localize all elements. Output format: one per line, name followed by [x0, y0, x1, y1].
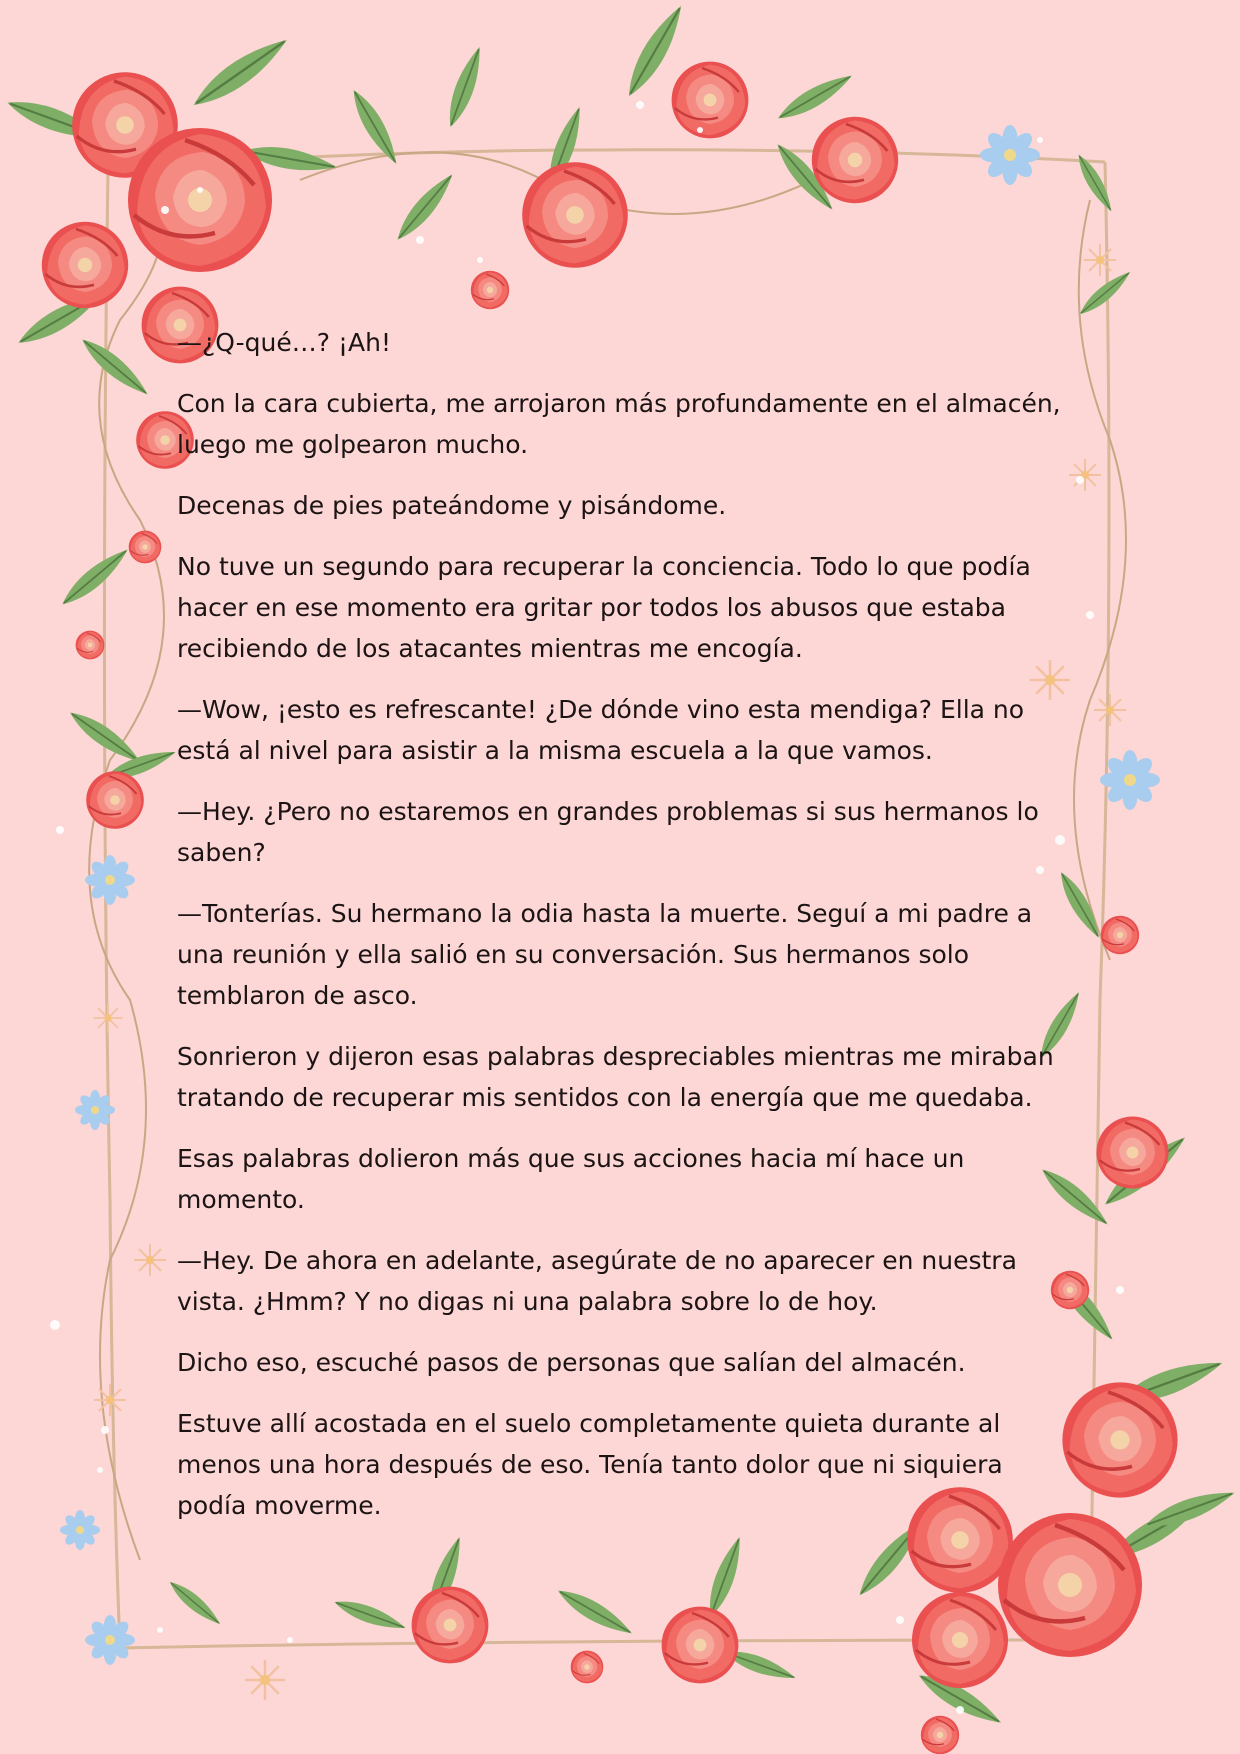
story-text: [177, 322, 1077, 1546]
paragraph-7: —Tonterías. Su hermano la odia hasta la muerte. Seguí a mi padre a una reunión y ella salió en su conversación. Sus hermanos solo temblaron de asco.: [177, 899, 1033, 1010]
paragraph-3: Decenas de pies pateándome y pisándome.: [177, 491, 727, 520]
paragraph-11: Dicho eso, escuché pasos de personas que salían del almacén.: [177, 1348, 966, 1377]
paragraph-10: —Hey. De ahora en adelante, asegúrate de no aparecer en nuestra vista. ¿Hmm? Y no digas ni una palabra sobre lo de hoy.: [177, 1246, 1017, 1316]
paragraph-6: —Hey. ¿Pero no estaremos en grandes problemas si sus hermanos lo saben?: [177, 797, 1039, 867]
paragraph-9: Esas palabras dolieron más que sus acciones hacia mí hace un momento.: [177, 1144, 965, 1214]
paragraph-1: —¿Q-qué…? ¡Ah!: [177, 328, 391, 357]
paragraph-2: Con la cara cubierta, me arrojaron más profundamente en el almacén, luego me golpearon mucho.: [177, 389, 1061, 459]
paragraph-4: No tuve un segundo para recuperar la conciencia. Todo lo que podía hacer en ese momento era gritar por todos los abusos que estaba recibiendo de los atacantes mientras me encogía.: [177, 552, 1031, 663]
paragraph-8: Sonrieron y dijeron esas palabras despreciables mientras me miraban tratando de recuperar mis sentidos con la energía que me quedaba.: [177, 1042, 1054, 1112]
paragraph-5: —Wow, ¡esto es refrescante! ¿De dónde vino esta mendiga? Ella no está al nivel para asistir a la misma escuela a la que vamos.: [177, 695, 1025, 765]
paragraph-12: Estuve allí acostada en el suelo completamente quieta durante al menos una hora después de eso. Tenía tanto dolor que ni siquiera podía moverme.: [177, 1409, 1003, 1520]
